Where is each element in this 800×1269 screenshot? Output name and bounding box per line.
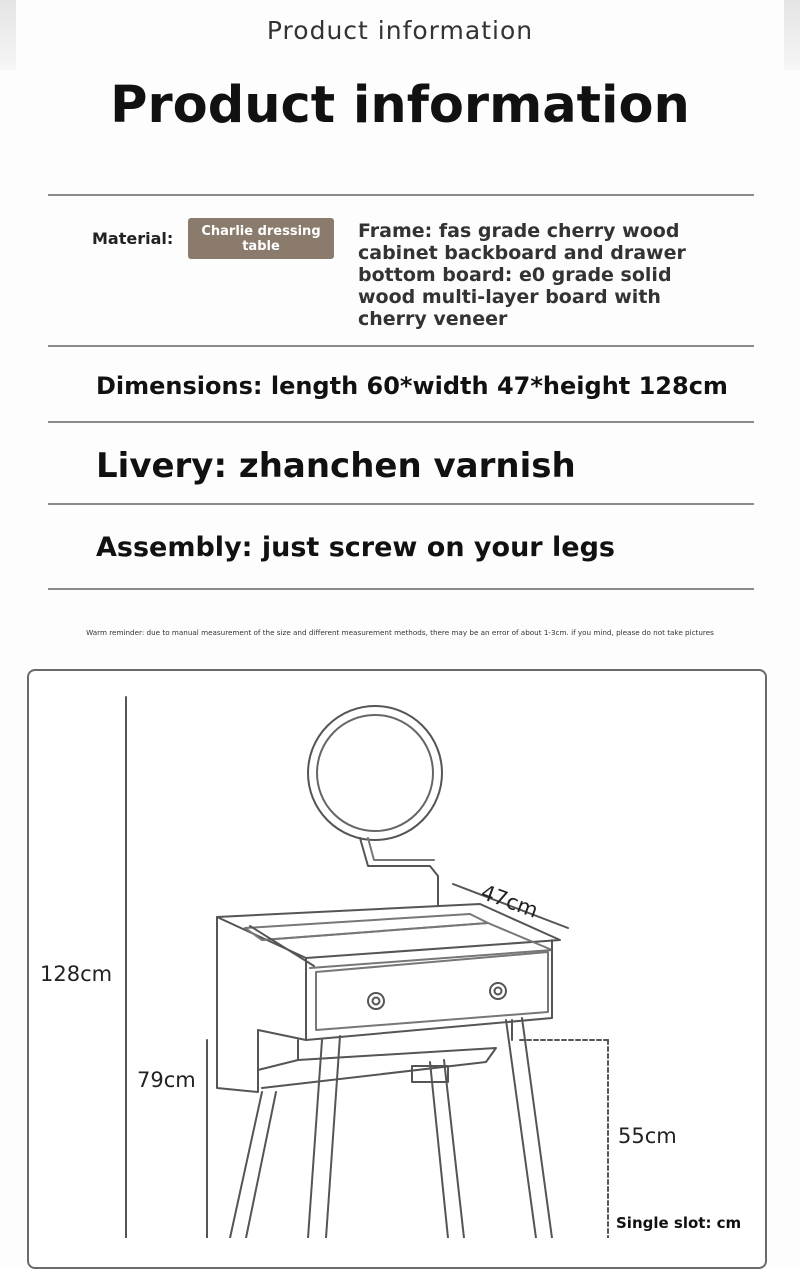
page-title: Product information bbox=[110, 76, 690, 135]
material-label: Material: bbox=[92, 229, 174, 248]
dimensions-row: Dimensions: length 60*width 47*height 128cm bbox=[96, 372, 728, 400]
table-leg bbox=[230, 1092, 276, 1238]
table-leg bbox=[506, 1018, 552, 1238]
unit-note: Single slot: cm bbox=[616, 1214, 742, 1232]
table-leg bbox=[308, 1036, 340, 1238]
warm-reminder-note: Warm reminder: due to manual measurement of the size and different measurement methods, there may be an error of about 1-3cm. if you mind, please do not take pictures bbox=[86, 628, 714, 637]
bottom-shelf bbox=[258, 1048, 496, 1088]
drawer-knob bbox=[368, 993, 384, 1009]
table-height-label: 79cm bbox=[137, 1068, 196, 1092]
total-height-label: 128cm bbox=[40, 962, 113, 986]
side-panel bbox=[217, 917, 306, 1092]
depth-label: 47cm bbox=[477, 880, 542, 923]
drawer-panel bbox=[316, 952, 548, 1030]
assembly-row: Assembly: just screw on your legs bbox=[96, 532, 615, 563]
material-description: Frame: fas grade cherry wood cabinet backboard and drawer bottom board: e0 grade solid wood multi-layer board with cherry veneer bbox=[358, 220, 686, 330]
livery-row: Livery: zhanchen varnish bbox=[96, 446, 576, 486]
product-name-text: Charlie dressing table bbox=[201, 223, 321, 254]
top-tray bbox=[245, 914, 488, 940]
drawer-knob bbox=[490, 983, 506, 999]
leg-clearance-label: 55cm bbox=[618, 1124, 677, 1148]
mirror-outer-ring bbox=[308, 706, 442, 840]
mirror-inner-ring bbox=[317, 715, 433, 831]
table-leg bbox=[430, 1060, 464, 1238]
section-small-title: Product information bbox=[266, 16, 534, 45]
